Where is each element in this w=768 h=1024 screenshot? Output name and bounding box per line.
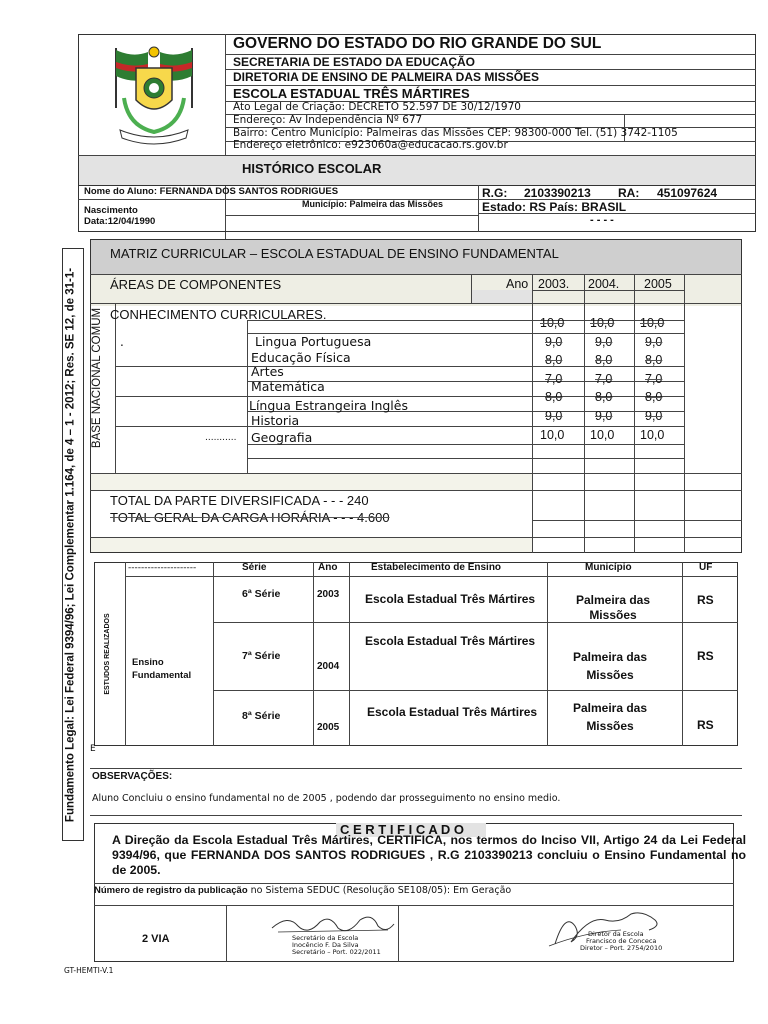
grade-cell: 7,0 <box>545 372 563 386</box>
row1-uf: RS <box>697 593 714 607</box>
year-2005: 2005 <box>644 277 672 291</box>
grade-cell: 9,0 <box>645 335 663 349</box>
grade-cell: 8,0 <box>595 390 613 404</box>
observacoes-label: OBSERVAÇÕES: <box>92 771 173 782</box>
total-geral: TOTAL GERAL DA CARGA HORÁRIA - - - 4.600 <box>110 510 390 525</box>
grade-cell: 8,0 <box>545 353 563 367</box>
ra-label: RA: <box>618 186 640 200</box>
sec-line-2: Inocêncio F. Da Silva <box>292 941 359 949</box>
col-uf: UF <box>699 562 713 573</box>
grade-cell: 10,0 <box>590 316 615 330</box>
header-line-2: SECRETARIA DE ESTADO DA EDUCAÇÃO <box>233 55 476 69</box>
grade-cell: 8,0 <box>595 353 613 367</box>
studies-side-label: ESTUDOS REALIZADOS <box>104 613 111 695</box>
year-2003: 2003. <box>538 277 570 291</box>
col-ano: Ano <box>318 562 338 573</box>
row2-uf: RS <box>697 649 714 663</box>
row2-ano: 2004 <box>317 661 340 672</box>
col-estabelecimento: Estabelecimento de Ensino <box>371 562 502 573</box>
dir-line-3: Diretor – Port. 2754/2010 <box>580 944 663 952</box>
grade-cell: 9,0 <box>545 335 563 349</box>
grade-cell: 8,0 <box>645 353 663 367</box>
registro-label: Número de registro da publicação <box>94 885 248 896</box>
header-line-4: ESCOLA ESTADUAL TRÊS MÁRTIRES <box>233 86 470 101</box>
grade-cell: 8,0 <box>545 390 563 404</box>
ra-value: 451097624 <box>657 186 718 200</box>
coat-of-arms-icon <box>98 38 210 150</box>
registro-text: no Sistema SEDUC (Resolução SE108/05): Em Geração <box>247 885 512 896</box>
rg-label: R.G: <box>482 186 508 200</box>
matrix-title: MATRIZ CURRICULAR – ESCOLA ESTADUAL DE ENSINO FUNDAMENTAL <box>110 246 559 261</box>
grade-cell: 8,0 <box>645 390 663 404</box>
form-code: GT-HEMTI-V.1 <box>64 966 114 975</box>
grade-cell: 7,0 <box>645 372 663 386</box>
sec-line-1: Secretário da Escola <box>292 934 359 942</box>
e-mark: E <box>90 744 96 754</box>
areas-label: ÁREAS DE COMPONENTES <box>110 277 282 292</box>
subject-lingua-portuguesa: Lingua Portuguesa <box>255 334 372 349</box>
grade-cell: 10,0 <box>640 428 665 442</box>
grade-cell: 9,0 <box>645 409 663 423</box>
student-name: Nome do Aluno: FERNANDA DOS SANTOS RODRIGUES <box>84 186 339 197</box>
total-diversificada: TOTAL DA PARTE DIVERSIFICADA - - - 240 <box>110 493 369 508</box>
student-municipio: Município: Palmeira das Missões <box>302 199 444 209</box>
base-nacional-label: BASE NACIONAL COMUM <box>91 307 103 449</box>
row1-ano: 2003 <box>317 589 340 600</box>
row3-uf: RS <box>697 718 714 732</box>
grade-cell: 10,0 <box>540 428 565 442</box>
row2-serie: 7ª Série <box>242 650 281 662</box>
row3-ano: 2005 <box>317 722 340 733</box>
observacoes-text: Aluno Concluiu o ensino fundamental no de 2005 , podendo dar prosseguimento no ensino medio. <box>92 793 561 804</box>
col-municipio: Município <box>585 562 632 573</box>
registro-line <box>94 885 511 896</box>
row1-municipio: Palmeira das Missões <box>575 593 651 622</box>
row2-escola: Escola Estadual Três Mártires <box>365 634 536 648</box>
subject-educacao-fisica: Educação Física <box>251 350 351 365</box>
subject-artes: Artes <box>251 364 284 379</box>
row1-escola: Escola Estadual Três Mártires <box>365 592 536 606</box>
estado-pais: Estado: RS País: BRASIL <box>482 200 627 214</box>
certificado-text: A Direção da Escola Estadual Três Mártires, CERTIFICA, nos termos do Inciso VII, Artigo 24 da Lei Federal 9394/96, que FERNANDA DOS SANTOS RODRIGUES , R.G 2103390213 concluiu o Ensino Fundamental no de 2005. <box>112 833 746 877</box>
dot-mark: . <box>120 335 124 349</box>
info-dashes: - - - - <box>590 214 614 226</box>
grade-cell: 7,0 <box>595 372 613 386</box>
bairro: Bairro: Centro Município: Palmeiras das Missões CEP: 98300-000 Tel. (51) 3742-1105 <box>233 127 678 139</box>
grade-cell: 10,0 <box>590 428 615 442</box>
dir-line-2: Francisco de Conceca <box>586 937 657 945</box>
row3-serie: 8ª Série <box>242 710 281 722</box>
page-title: HISTÓRICO ESCOLAR <box>242 161 382 176</box>
nascimento-label: Nascimento <box>84 205 138 216</box>
subject-matematica: Matemática <box>251 379 325 394</box>
row2-municipio: Palmeira das Missões <box>572 650 648 682</box>
studies-dashes: --------------------- <box>128 563 197 573</box>
dir-line-1: Diretor da Escola <box>588 930 644 938</box>
ato-legal: Ato Legal de Criação: DECRETO 52.597 DE 30/12/1970 <box>233 101 521 113</box>
rg-value: 2103390213 <box>524 186 591 200</box>
grade-cell: 10,0 <box>640 316 665 330</box>
grade-cell: 9,0 <box>595 335 613 349</box>
endereco: Endereço: Av Independência Nº 677 <box>233 114 423 126</box>
grade-cell: 9,0 <box>595 409 613 423</box>
grade-cell: 10,0 <box>540 316 565 330</box>
ano-label: Ano <box>506 277 529 291</box>
subject-lingua-inglesa: Língua Estrangeira Inglês <box>249 398 408 413</box>
header-line-1: GOVERNO DO ESTADO DO RIO GRANDE DO SUL <box>233 35 602 52</box>
email: Endereço eletrônico: e923060a@educacao.rs.gov.br <box>233 139 508 151</box>
ensino-fundamental: Ensino Fundamental <box>132 657 192 681</box>
dots-row: ........... <box>205 433 237 443</box>
certificado-title: C E R T I F I C A D O <box>340 822 464 837</box>
subject-historia: Historia <box>251 413 300 428</box>
nascimento-data: Data:12/04/1990 <box>84 216 156 227</box>
row1-serie: 6ª Série <box>242 588 281 600</box>
subject-geografia: Geografia <box>251 430 313 445</box>
grade-cell: 9,0 <box>545 409 563 423</box>
col-serie: Série <box>242 562 267 573</box>
row3-escola: Escola Estadual Três Mártires <box>367 705 538 719</box>
side-legal-text: Fundamento Legal: Lei Federal 9394/96; Lei Complementar 1.164, de 4 – 1 - 2012; Res. SE 12, de 31-1- <box>64 267 77 823</box>
year-2004: 2004. <box>588 277 620 291</box>
via-label: 2 VIA <box>142 933 170 945</box>
header-line-3: DIRETORIA DE ENSINO DE PALMEIRA DAS MISSÕES <box>233 70 540 84</box>
conhecimento-label: CONHECIMENTO CURRICULARES. <box>110 307 327 322</box>
sec-line-3: Secretário – Port. 022/2011 <box>292 948 381 956</box>
row3-municipio: Palmeira das Missões <box>572 701 648 733</box>
